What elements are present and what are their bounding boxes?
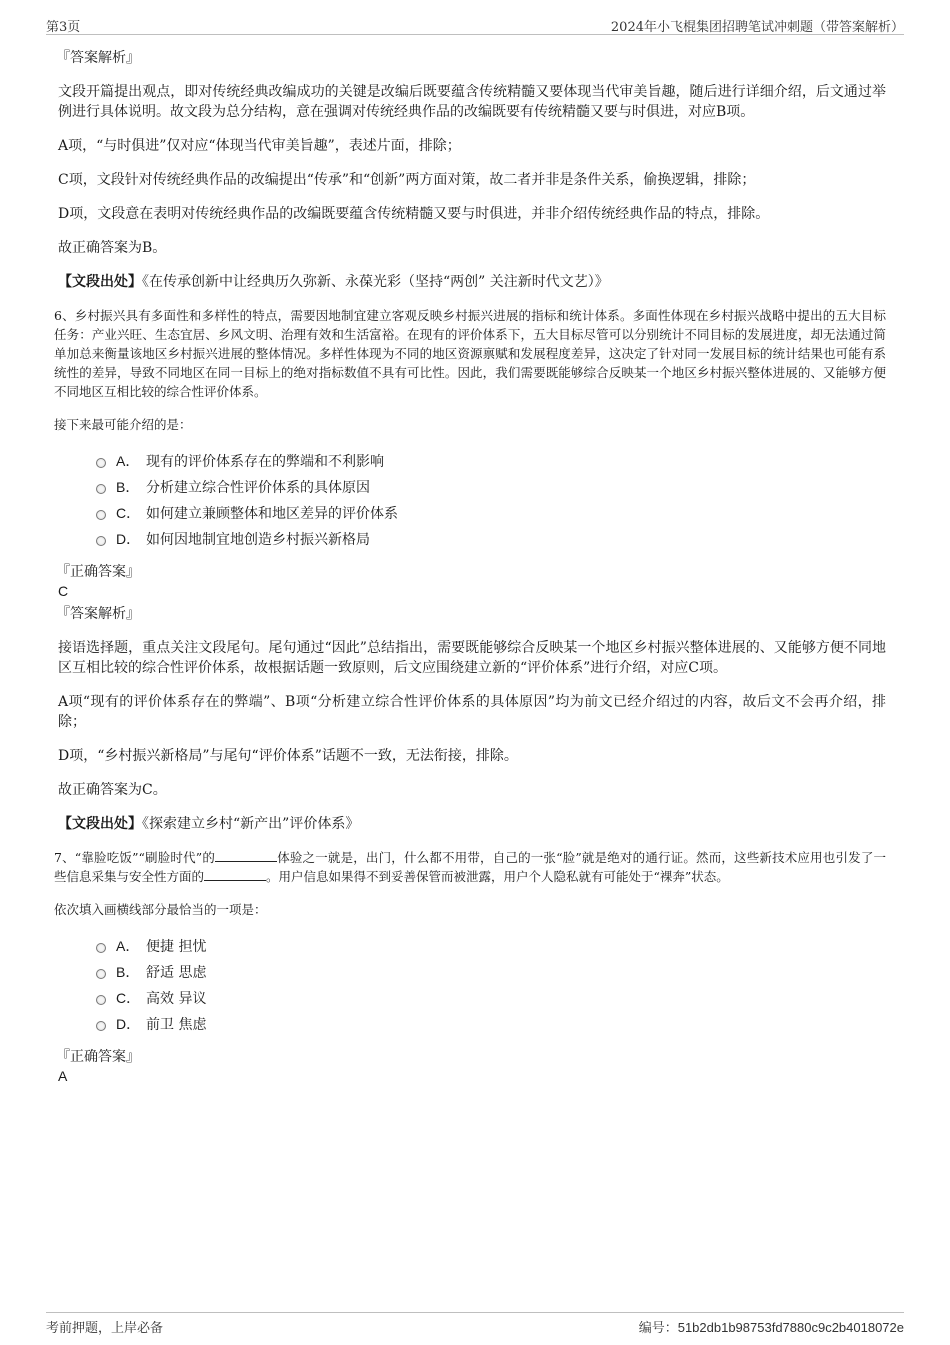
option-letter: B． — [116, 964, 140, 980]
option-text: 前卫 焦虑 — [146, 1017, 207, 1033]
option-letter: D． — [116, 531, 141, 547]
option-list — [96, 933, 886, 1037]
option-letter: A． — [116, 453, 140, 469]
source-label: 【文段出处】 — [58, 816, 142, 832]
question-prompt: 依次填入画横线部分最恰当的一项是： — [54, 902, 267, 917]
question-prompt: 接下来最可能介绍的是： — [54, 417, 192, 432]
analysis-paragraph: 文段开篇提出观点，即对传统经典改编成功的关键是改编后既要蕴含传统精髓又要体现当代审美旨趣，随后进行详细介绍，后文通过举例进行具体说明。故文段为总分结构，意在强调对传统经典作品的改编既要有传统精髓又要与时俱进，对应B项。 — [58, 84, 886, 120]
option-letter: A． — [116, 938, 140, 954]
document-title: 2024年小飞棍集团招聘笔试冲刺题（带答案解析） — [610, 20, 904, 35]
option-c[interactable] — [96, 985, 886, 1011]
option-a[interactable] — [96, 933, 886, 959]
conclusion: 故正确答案为B。 — [58, 240, 167, 256]
option-text: 高效 异议 — [146, 991, 207, 1007]
footer-slogan: 考前押题，上岸必备 — [46, 1321, 164, 1336]
correct-answer-tag: 『正确答案』 — [56, 564, 140, 580]
radio-icon[interactable] — [96, 536, 106, 546]
analysis-option-d: D项，文段意在表明对传统经典作品的改编既要蕴含传统精髓又要与时俱进，并非介绍传统经典作品的特点，排除。 — [58, 206, 770, 222]
question-stem: 6、乡村振兴具有多面性和多样性的特点，需要因地制宜建立客观反映乡村振兴进展的指标和统计体系。多面性体现在乡村振兴战略中提出的五大目标任务：产业兴旺、生态宜居、乡风文明、治理有效和生活富裕。在现有的评价体系下，五大目标尽管可以分别统计不同目标的发展进度，却无法通过简单加总来衡量该地区乡村振兴进展的整体情况。多样性体现为不同的地区资源禀赋和发展程度差异，这决定了针对同一发展目标的统计结果也可能有系统性的差异，导致不同地区在同一目标上的绝对指标数值不具有可比性。因此，我们需要既能够综合反映某一个地区乡村振兴整体进展的、又能够方便不同地区互相比较的综合性评价体系。 — [54, 308, 886, 399]
option-text: 现有的评价体系存在的弊端和不利影响 — [146, 454, 384, 470]
analysis-paragraph: 接语选择题，重点关注文段尾句。尾句通过“因此”总结指出，需要既能够综合反映某一个地区乡村振兴整体进展的、又能够方便不同地区互相比较的综合性评价体系，故根据话题一致原则，后文应围绕建立新的“评价体系”进行介绍，对应C项。 — [58, 640, 886, 676]
question-5-tail — [56, 48, 886, 292]
source-label: 【文段出处】 — [58, 274, 142, 290]
page-number: 第3页 — [46, 20, 81, 35]
conclusion: 故正确答案为C。 — [58, 782, 167, 798]
option-letter: B． — [116, 479, 140, 495]
radio-icon[interactable] — [96, 458, 106, 468]
option-text: 如何建立兼顾整体和地区差异的评价体系 — [146, 506, 398, 522]
question-6 — [56, 306, 886, 834]
option-b[interactable] — [96, 474, 886, 500]
page-content — [56, 44, 886, 1085]
question-7 — [56, 848, 886, 1085]
option-text: 分析建立综合性评价体系的具体原因 — [146, 480, 370, 496]
option-d[interactable] — [96, 1011, 886, 1037]
radio-icon[interactable] — [96, 510, 106, 520]
option-text: 如何因地制宜地创造乡村振兴新格局 — [146, 532, 370, 548]
correct-answer-tag: 『正确答案』 — [56, 1049, 140, 1065]
radio-icon[interactable] — [96, 969, 106, 979]
code-value: 51b2db1b98753fd7880c9c2b4018072e — [677, 1320, 904, 1335]
fill-blank-1 — [215, 849, 277, 862]
correct-answer: A — [58, 1068, 68, 1084]
radio-icon[interactable] — [96, 943, 106, 953]
option-text: 舒适 思虑 — [146, 965, 207, 981]
stem-part-1: 7、“靠脸吃饭”“刷脸时代”的 — [54, 850, 216, 865]
page-footer — [46, 1312, 904, 1335]
option-d[interactable] — [96, 526, 886, 552]
option-list — [96, 448, 886, 552]
document-code — [639, 1317, 904, 1336]
radio-icon[interactable] — [96, 484, 106, 494]
radio-icon[interactable] — [96, 995, 106, 1005]
source-text: 《在传承创新中让经典历久弥新、永葆光彩（坚持“两创” 关注新时代文艺）》 — [142, 274, 609, 290]
option-a[interactable] — [96, 448, 886, 474]
page-header — [46, 14, 904, 35]
analysis-option-a: A项，“与时俱进”仅对应“体现当代审美旨趣”，表述片面，排除； — [58, 138, 461, 154]
option-text: 便捷 担忧 — [146, 939, 207, 955]
correct-answer: C — [58, 583, 69, 599]
code-label: 编号： — [638, 1320, 678, 1335]
option-letter: C． — [116, 505, 141, 521]
analysis-option-c: C项，文段针对传统经典作品的改编提出“传承”和“创新”两方面对策，故二者并非是条件关系，偷换逻辑，排除； — [58, 172, 756, 188]
analysis-option-ab: A项“现有的评价体系存在的弊端”、B项“分析建立综合性评价体系的具体原因”均为前文已经介绍过的内容，故后文不会再介绍，排除； — [58, 694, 886, 730]
analysis-tag: 『答案解析』 — [56, 606, 140, 622]
option-c[interactable] — [96, 500, 886, 526]
passage-source — [58, 814, 886, 834]
option-b[interactable] — [96, 959, 886, 985]
source-text: 《探索建立乡村“新产出”评价体系》 — [142, 816, 360, 832]
radio-icon[interactable] — [96, 1021, 106, 1031]
option-letter: C． — [116, 990, 141, 1006]
analysis-option-d: D项，“乡村振兴新格局”与尾句“评价体系”话题不一致，无法衔接，排除。 — [58, 748, 518, 764]
stem-part-3: 。用户信息如果得不到妥善保管而被泄露，用户个人隐私就有可能处于“裸奔”状态。 — [266, 869, 729, 884]
analysis-tag: 『答案解析』 — [56, 50, 140, 66]
stem-part-2: 体验之一就是，出门，什么都不用带，自己的一张“脸”就是绝对的通行证。然而，这些新技术应用也引发了一些信息采集与安全性方面的 — [54, 850, 887, 884]
passage-source — [58, 272, 886, 292]
fill-blank-2 — [204, 868, 266, 881]
question-stem — [54, 848, 886, 886]
option-letter: D． — [116, 1016, 141, 1032]
